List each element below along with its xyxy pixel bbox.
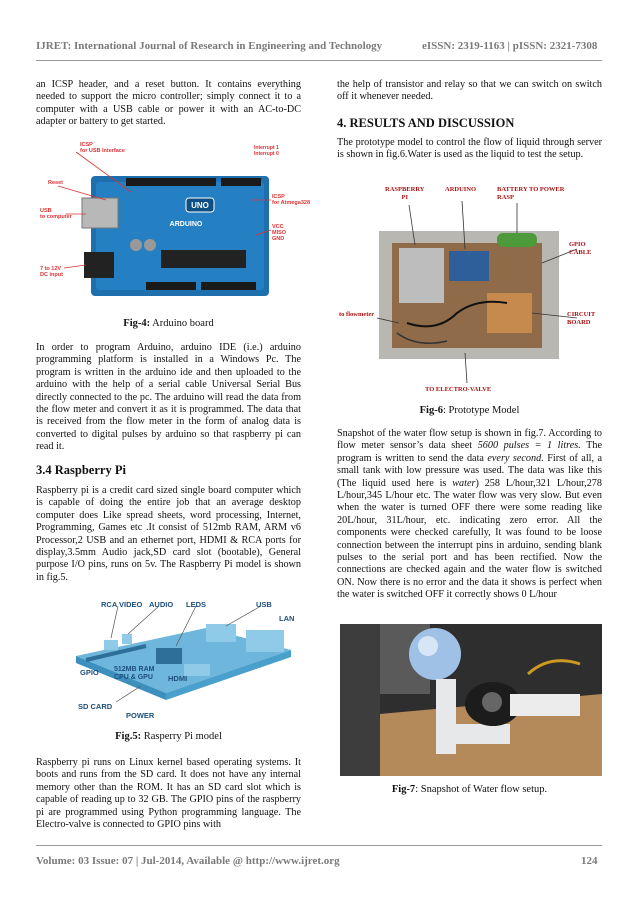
electro-valve-label: TO ELECTRO-VALVE [425, 386, 492, 393]
reset-label: Reset [48, 180, 63, 186]
flowmeter-label: to flowmeter [339, 311, 375, 318]
fig5-caption: Fig.5: Rasperry Pi model [115, 731, 222, 742]
leds-label: LEDS [186, 600, 207, 609]
arduino-board-image [36, 140, 301, 310]
icsp-usb-label: ICSP for USB Interface [80, 142, 125, 154]
hdmi-label: HDMI [168, 674, 188, 683]
gpio-cable-label: GPIO CABLE [569, 241, 592, 256]
audio-label: AUDIO [149, 600, 174, 609]
page-number: 124 [581, 855, 598, 867]
fig4-caption: Fig-4: Arduino board [123, 318, 214, 329]
water-flow-figure [340, 624, 602, 776]
icsp-atmega-label: ICSP for Atmega328 [272, 194, 311, 206]
dc-input-label: 7 to 12V DC input [40, 266, 63, 278]
prototype-photo [337, 183, 602, 398]
section-3-4-heading: 3.4 Raspberry Pi [36, 463, 126, 477]
board-arduino-text: ARDUINO [169, 221, 203, 228]
issn: eISSN: 2319-1163 | pISSN: 2321-7308 [422, 40, 598, 52]
lan-label: LAN [279, 614, 295, 623]
gpio-label: GPIO [80, 668, 99, 677]
left-para-4: Raspberry pi runs on Linux kernel based operating systems. It boots and runs from the SD card. It does not have any internal memory other than the ROM. It has an SD card slot which is capable of reading up to 32 GB. The GPIO pins of the raspberry pi are programmed using Python programming language. The Electro-valve is connected to GPIO pins with [36, 757, 301, 831]
water-flow-photo [340, 624, 602, 776]
left-para-2: In order to program Arduino, arduino IDE (i.e.) arduino programming platform is installed in a Windows Pc. The program is written in the arduino ide and then uploaded to the arduino with the help of a serial cable Universal Serial Bus directly connected to the pc. The arduino will read the data from the flow meter and convert it as it is programmed. The data that is received from the flow meter in the form of analog data is converted to digital pulses by arduino so that raspberry pi can read it. [36, 342, 301, 453]
arduino-label: ARDUINO [445, 186, 477, 193]
right-para-2: The prototype model to control the flow of liquid through server is shown in fig.6.Water is used as the liquid to test the setup. [337, 137, 602, 161]
usb-label: USB to computer [40, 208, 72, 220]
rca-video-label: RCA VIDEO [101, 600, 143, 609]
sd-card-label: SD CARD [78, 702, 113, 711]
header-rule [36, 60, 602, 61]
right-para-1: the help of transistor and relay so that we can switch on switch off it whenever needed. [337, 79, 602, 103]
usb-port-label: USB [256, 600, 272, 609]
battery-label: BATTERY TO POWER RASP [497, 186, 565, 201]
vcc-miso-gnd-label: VCC MISO GND [272, 224, 287, 242]
board-uno-text: UNO [191, 201, 209, 210]
power-label: POWER [126, 711, 155, 720]
fig6-caption: Fig-6: Prototype Model [419, 405, 520, 416]
prototype-figure [337, 183, 602, 398]
arduino-board-figure [36, 140, 311, 310]
circuit-board-label: CIRCUIT BOARD [567, 311, 596, 326]
fig7-caption: Fig-7: Snapshot of Water flow setup. [391, 784, 548, 795]
right-para-3: Snapshot of the water flow setup is shown in fig.7. According to flow meter sensor’s data sheet 5600 pulses = 1 litres. The program is written to send the data every second. First of all, a small tank with low pressure was used. The data was like this (The liquid used here is water) 258 L/hour,321 L/hour,278 L/hour,345 L/hour etc. The water flow was very slow. But even when the water is turned OFF there were some reading like 20L/hour, 31L/hour, etc. indicating zero error. All the components were checked carefully, It was found to be loose connection between the interrupt pins in arduino, sending blank pulses to the serial port and has been rectified. Now the connections are checked again and the water flow is switched ON. Now there is no error and the data it shows is perfect when the water is switched OFF it correctly shows 0 L/hour [337, 428, 603, 601]
left-para-3: Raspberry pi is a credit card sized single board computer which is capable of doing the entire job that an average desktop computer does Like spread sheets, word processing, Internet, Programming, Games etc .It consist of 512mb RAM, ARM v6 Processor,2 USB and an ethernet port, HDMI & RCA ports for display,3.5mm Audio jack,SD card slot (bootable), General purpose I/O pins, runs on 5v. The Raspberry Pi model is shown in fig.5. [36, 485, 301, 583]
footer-volume: Volume: 03 Issue: 07 | Jul-2014, Available @ http://www.ijret.org [36, 855, 340, 867]
ram-cpu-label: 512MB RAM CPU & GPU [114, 666, 155, 681]
footer-rule [36, 845, 602, 846]
interrupts-label: Interrupt 1 Interrupt 0 [254, 145, 279, 157]
section-4-heading: 4. RESULTS AND DISCUSSION [337, 116, 515, 130]
left-para-1: an ICSP header, and a reset button. It contains everything needed to support the micro controller; simply connect it to a computer with a USB cable or power it with an AC-to-DC adapter or battery to get started. [36, 79, 301, 128]
raspberry-pi-label: RASPBERRY PI [385, 186, 425, 201]
journal-title: IJRET: International Journal of Research in Engineering and Technology [36, 40, 383, 52]
raspberry-pi-figure [56, 598, 296, 723]
